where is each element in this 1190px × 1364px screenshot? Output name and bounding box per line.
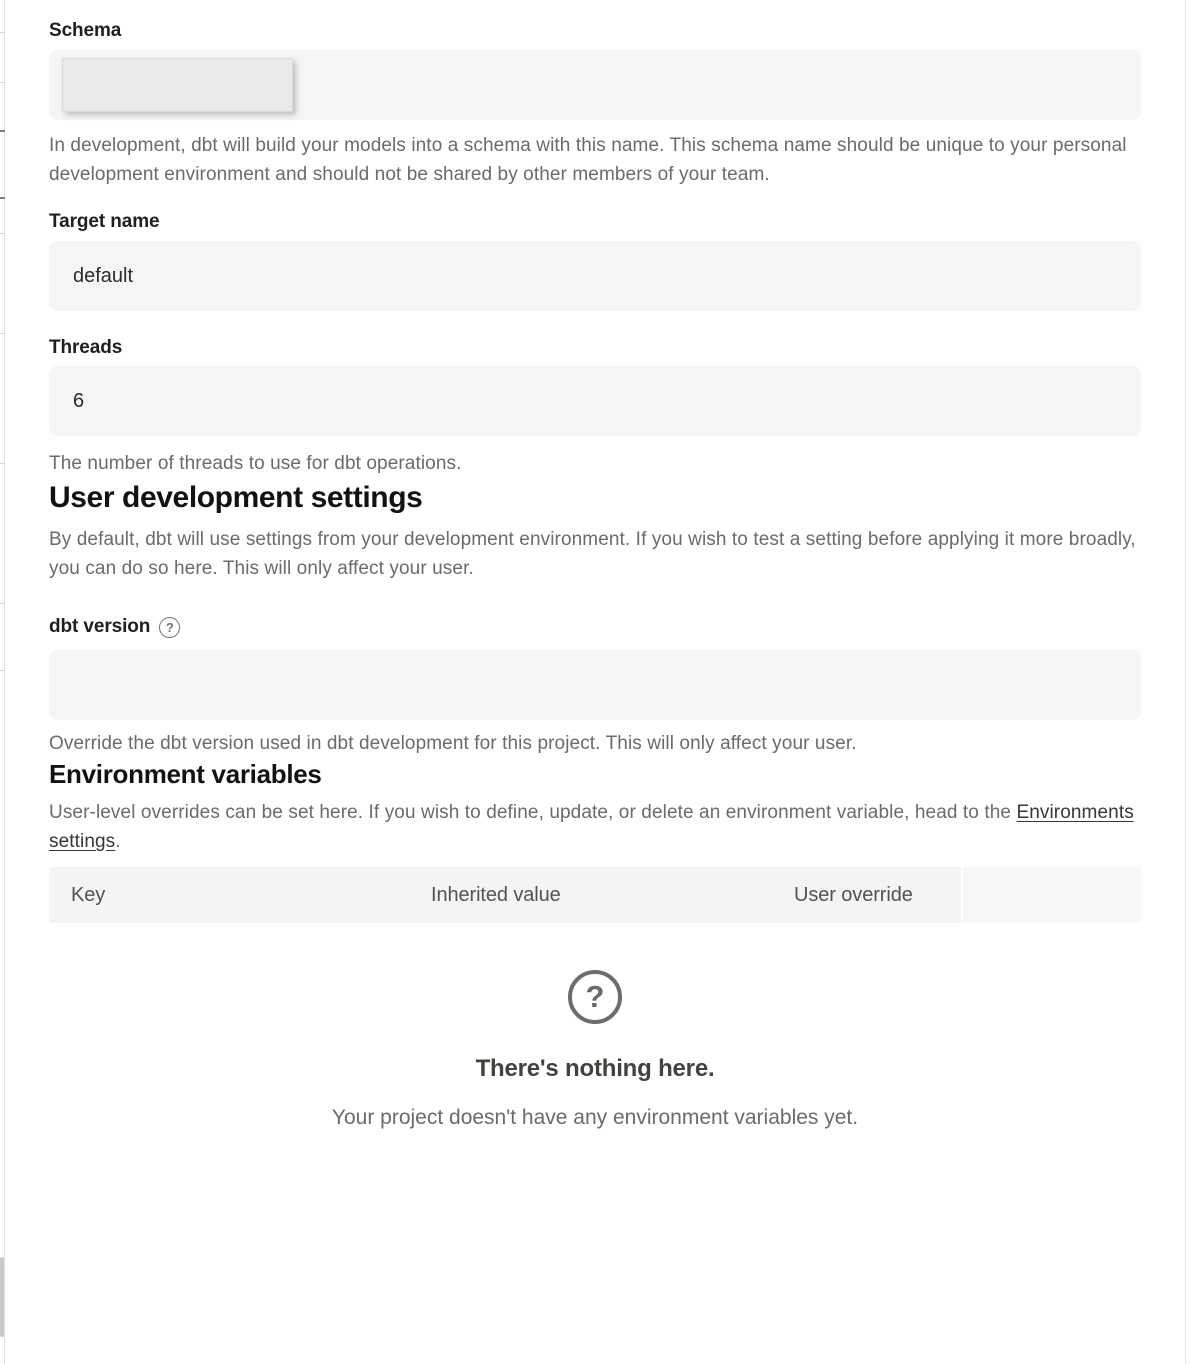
user-development-settings-title: User development settings [49,481,423,514]
question-circle-icon [568,970,622,1024]
column-header-inherited-value: Inherited value [431,867,794,923]
environment-variables-description [49,798,1141,856]
gutter-tick [0,463,5,464]
threads-help-text: The number of threads to use for dbt operations. [49,453,462,474]
column-header-user-override: User override [794,867,961,923]
gutter-tick [0,82,5,83]
column-header-actions [961,867,1141,923]
question-glyph: ? [585,978,605,1014]
gutter-tick [0,130,5,132]
redacted-schema-value [62,58,293,112]
env-description-suffix: . [115,831,121,852]
scrollbar-thumb[interactable] [0,1257,4,1337]
target-name-label: Target name [49,211,160,232]
gutter-tick [0,670,5,671]
empty-state-title: There's nothing here. [475,1055,715,1082]
column-header-key: Key [49,867,431,923]
env-vars-table-header [49,867,1141,923]
empty-state-subtitle: Your project doesn't have any environment variables yet. [331,1106,859,1129]
gutter-tick [0,197,5,199]
dbt-version-input[interactable] [49,650,1141,720]
user-development-settings-description: By default, dbt will use settings from your development environment. If you wish to test a setting before applying it more broadly, you can do so here. This will only affect your user. [49,529,1136,579]
environments-settings-link[interactable]: Environments settings [49,802,1134,852]
environment-variables-title: Environment variables [49,759,322,789]
schema-help-text: In development, dbt will build your models into a schema with this name. This schema name should be unique to your personal development environment and should not be shared by other members of your team. [49,135,1127,185]
threads-input[interactable] [49,366,1141,436]
adjacent-panel-edge [0,0,5,1364]
gutter-tick [0,603,5,604]
schema-input[interactable] [49,50,1141,120]
gutter-tick [0,333,5,334]
threads-label: Threads [49,337,123,358]
gutter-tick [0,233,5,234]
schema-label: Schema [49,20,122,41]
env-description-prefix: User-level overrides can be set here. If you wish to define, update, or delete an environment variable, head to the [49,802,1017,823]
question-circle-icon[interactable]: ? [159,617,180,638]
dbt-version-help-text: Override the dbt version used in dbt development for this project. This will only affect your user. [49,733,857,754]
content-right-border [1185,0,1186,1364]
target-name-input[interactable] [49,241,1141,311]
env-vars-empty-state [49,970,1141,1132]
gutter-tick [0,32,5,33]
dbt-version-label: dbt version [49,616,151,637]
